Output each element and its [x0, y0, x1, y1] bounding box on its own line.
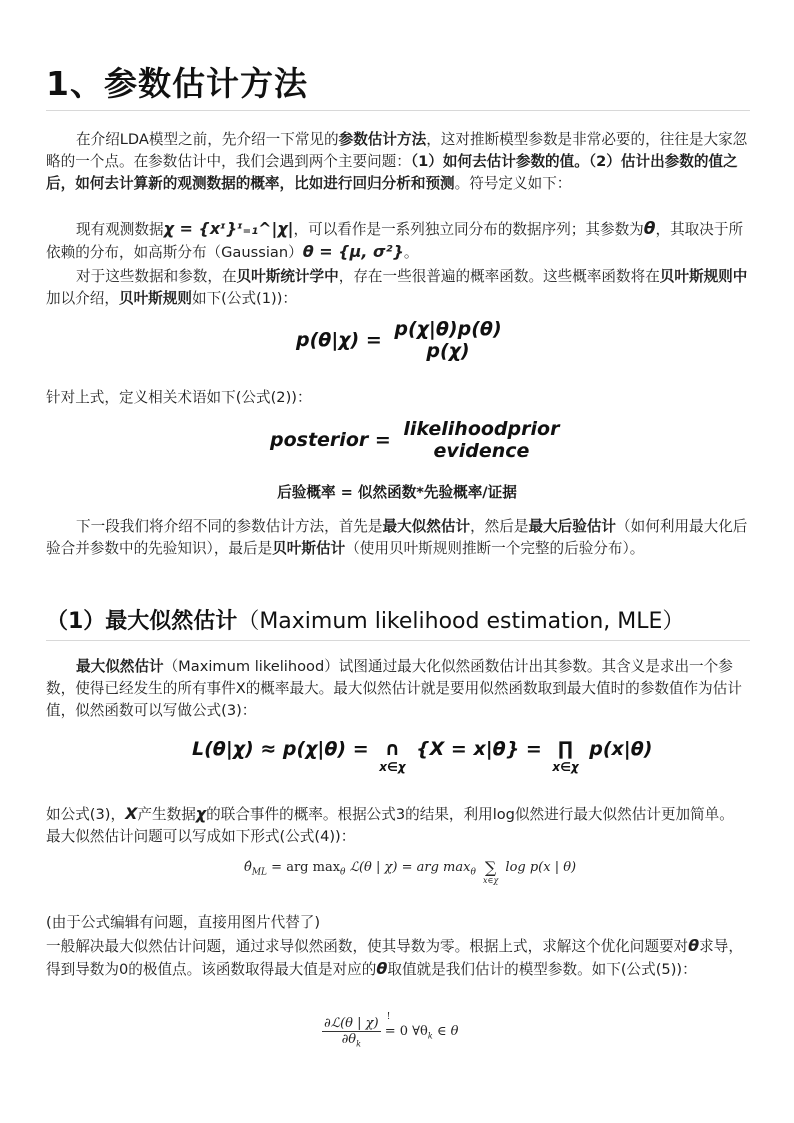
formula-lhs: posterior = [270, 429, 391, 451]
formula-part: ℒ(θ | χ) = arg max [349, 860, 471, 875]
bang-mark: ! [386, 1012, 391, 1022]
formula-product [552, 738, 578, 774]
formula-denominator: evidence [433, 440, 530, 462]
formula-part: L(θ|χ) ≈ p(χ|θ) = [192, 738, 369, 760]
bold-term: 最大后验估计 [528, 518, 617, 535]
text: 产生数据 [137, 806, 196, 823]
formula-posterior [270, 418, 559, 462]
text: 取值就是我们估计的模型参数。如下(公式(5))： [387, 961, 697, 978]
text: ，这对推断模型参数是非常必要的，往往是大家忽略的一个点。在参数估计中，我们会遇到两个主要问题： [46, 131, 748, 170]
heading-divider [46, 640, 750, 641]
intersection-subscript: x∈χ [379, 760, 406, 774]
intersection-symbol: ∩ [384, 738, 401, 760]
text: 加以介绍， [46, 290, 119, 307]
heading-cn: （1）最大似然估计 [46, 609, 238, 634]
formula-denominator: p(χ) [426, 340, 470, 362]
formula-numerator: ∂ℒ(θ | χ) [324, 1016, 379, 1031]
formula-fraction [322, 1016, 381, 1049]
formula-part: {X = x|θ} = [416, 738, 542, 760]
argmax-subscript: θ [340, 867, 346, 878]
theta-hat: θ̂ [244, 860, 252, 875]
text: ，存在一些很普遍的概率函数。这些概率函数将在 [338, 268, 660, 285]
math-gaussian-params: θ = {μ, σ²} [302, 242, 404, 261]
formula-mle-argmax [244, 860, 576, 885]
text: （如何利用最大化后验合并参数中的先验知识），最后是 [46, 518, 748, 557]
text: 。 [403, 244, 419, 261]
formula-bayes [296, 318, 502, 362]
math-theta: θ [643, 219, 656, 239]
formula-part: = arg max [271, 860, 341, 875]
bold-term: 贝叶斯规则 [118, 290, 192, 307]
formula-fraction [403, 418, 559, 462]
formula-part: = 0 ∀θ [384, 1024, 428, 1039]
text: 如公式(3)， [46, 806, 126, 823]
mle-paragraph [46, 656, 748, 722]
den-subscript: k [356, 1039, 361, 1049]
math-observed-data: χ = {xᶦ}ᶦ₌₁^|χ| [163, 219, 294, 238]
derivative-paragraph [46, 935, 748, 981]
formula-rhs [384, 1012, 459, 1041]
formula-sum [483, 860, 498, 885]
definition-paragraph [46, 218, 748, 264]
log-likelihood-paragraph [46, 803, 748, 848]
math-chi: χ [195, 804, 207, 823]
argmax-subscript: θ [470, 867, 476, 878]
text: （Maximum likelihood）试图通过最大化似然函数估计出其参数。其含义是求出一个参数，使得已经发生的所有事件X的概率最大。最大似然估计就是要用似然函数取到最大值时的参数值作为估计值，似然函数可以写做公式(3)： [46, 658, 742, 719]
theta-subscript: k [427, 1031, 433, 1041]
formula-part: ∈ θ [436, 1024, 459, 1039]
heading-divider [46, 110, 750, 111]
sum-subscript: x∈χ [483, 876, 499, 885]
text: 一般解决最大似然估计问题，通过求导似然函数，使其导数为零。根据上式，求解这个优化问题要对 [46, 938, 689, 955]
bold-term: 贝叶斯估计 [272, 540, 346, 557]
math-theta: θ [376, 959, 388, 978]
section-heading-2 [46, 604, 684, 635]
text: 下一段我们将介绍不同的参数估计方法，首先是 [76, 518, 383, 535]
bold-term: 贝叶斯统计学中 [236, 268, 339, 285]
text: 对于这些数据和参数，在 [76, 268, 237, 285]
formula-derivative-zero [322, 1012, 459, 1049]
formula-fraction [394, 318, 501, 362]
bayes-paragraph [46, 266, 748, 310]
bold-term: 参数估计方法 [338, 131, 427, 148]
formula-caption: 后验概率 = 似然函数*先验概率/证据 [277, 484, 517, 501]
formula-numerator: p(χ|θ)p(θ) [394, 318, 502, 340]
text: 在介绍LDA模型之前，先介绍一下常见的 [76, 131, 339, 148]
text: ，然后是 [470, 518, 529, 535]
text: 如下(公式(1))： [191, 290, 297, 307]
math-x: X [125, 804, 138, 823]
heading-en: （Maximum likelihood estimation, MLE） [237, 609, 685, 634]
text: 的联合事件的概率。根据公式3的结果，利用log似然进行最大似然估计更加简单。最大似然估计问题可以写成如下形式(公式(4))： [46, 806, 734, 845]
sum-symbol: ∑ [484, 858, 497, 877]
methods-overview-paragraph [46, 516, 748, 560]
den-text: ∂θ [341, 1032, 357, 1047]
image-note: (由于公式编辑有问题，直接用图片代替了) [46, 914, 321, 931]
formula-numerator: likelihoodprior [403, 418, 560, 440]
product-subscript: x∈χ [552, 760, 579, 774]
bold-term: 贝叶斯规则中 [659, 268, 748, 285]
formula-part: log p(x | θ) [505, 860, 577, 875]
ml-subscript: ML [251, 867, 268, 878]
terms-intro: 针对上式，定义相关术语如下(公式(2))： [46, 389, 312, 406]
product-symbol: ∏ [558, 738, 573, 760]
bold-term: 最大似然估计 [382, 518, 471, 535]
text: 现有观测数据 [76, 221, 164, 238]
text: （使用贝叶斯规则推断一个完整的后验分布）。 [345, 540, 645, 557]
text: ，其取决于所依赖的分布，如高斯分布（Gaussian） [46, 221, 744, 261]
formula-likelihood [192, 738, 652, 774]
formula-intersection [379, 738, 405, 774]
formula-part: p(x|θ) [589, 738, 653, 760]
text: 求导，得到导数为0的极值点。该函数取得最大值是对应的 [46, 938, 743, 978]
text: 。符号定义如下： [454, 175, 572, 192]
formula-denominator [322, 1032, 381, 1049]
section-heading-1: 1、参数估计方法 [46, 64, 308, 103]
intro-paragraph [46, 129, 748, 195]
text: ，可以看作是一系列独立同分布的数据序列；其参数为 [293, 221, 644, 238]
math-theta: θ [688, 936, 700, 955]
bold-question: （1）如何去估计参数的值。（2）估计出参数的值之后，如何去计算新的观测数据的概率，比如进行回归分析和预测 [46, 153, 738, 192]
formula-lhs: p(θ|χ) = [296, 329, 382, 351]
bold-term: 最大似然估计 [76, 658, 164, 675]
